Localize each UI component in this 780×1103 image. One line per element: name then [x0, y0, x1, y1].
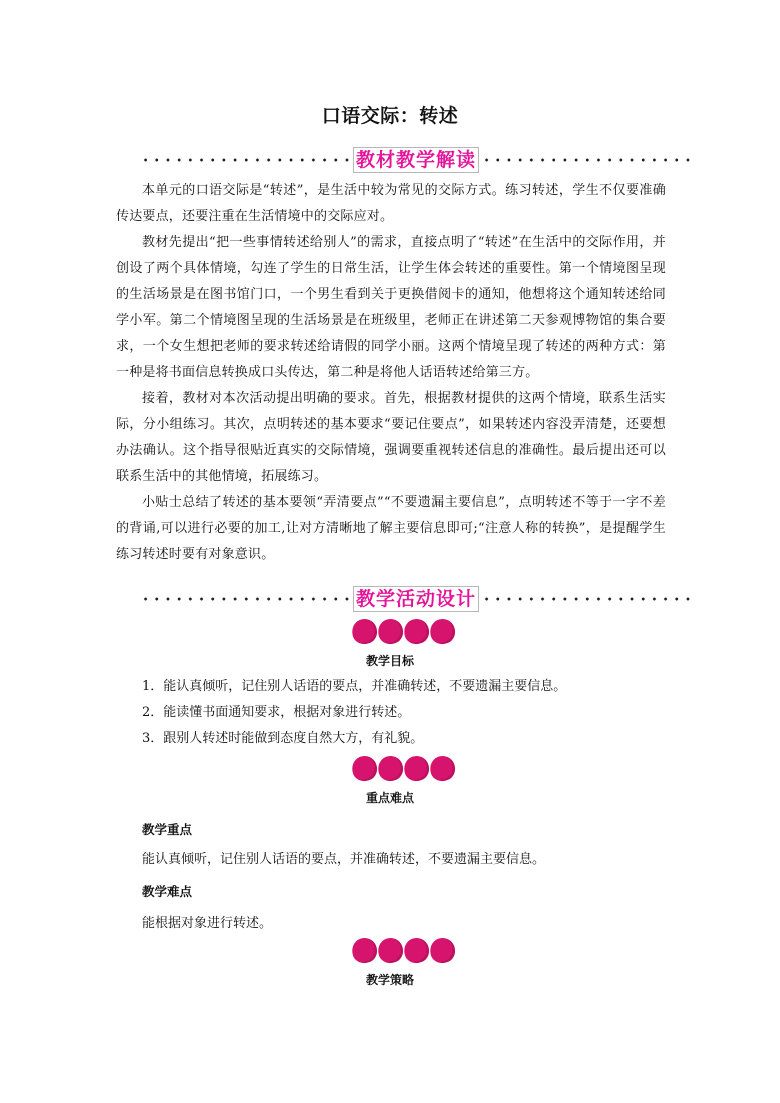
petal-decoration-icon [352, 938, 456, 968]
banner-label-activity: 教学活动设计 [353, 586, 479, 612]
petal-icon [400, 934, 432, 966]
banner-label-reading: 教材教学解读 [353, 147, 479, 173]
strategy-heading: 教学策略 [365, 973, 414, 987]
page-title: 口语交际：转述 [321, 105, 459, 127]
petal-icon [348, 752, 380, 784]
petal-icon [426, 934, 458, 966]
dotted-rule-right [481, 597, 692, 601]
goals-heading: 教学目标 [365, 654, 414, 668]
difficult-text: 能根据对象进行转述。 [142, 916, 273, 931]
paragraph-4: 小贴士总结了转述的基本要领“弄清要点”“不要遗漏主要信息”，点明转述不等于一字不差的背诵,可以进行必要的加工,让对方清晰地了解主要信息即可;“注意人称的转换”，是提醒学生练习转述时要有对象意识。 [116, 495, 666, 562]
goal-item-1: 1．能认真倾听，记住别人话语的要点，并准确转述，不要遗漏主要信息。 [142, 679, 567, 694]
petal-icon [400, 615, 432, 647]
petal-icon [348, 934, 380, 966]
petal-icon [426, 752, 458, 784]
petal-icon [426, 615, 458, 647]
petal-icon [400, 752, 432, 784]
difficult-label: 教学难点 [142, 884, 193, 899]
petal-icon [348, 615, 380, 647]
keypoints-heading: 重点难点 [365, 791, 414, 805]
paragraph-1: 本单元的口语交际是“转述”，是生活中较为常见的交际方式。练习转述，学生不仅要准确传达要点，还要注重在生活情境中的交际应对。 [116, 183, 666, 224]
dotted-rule-right [481, 158, 692, 162]
petal-decoration-icon [352, 619, 456, 649]
petal-icon [374, 934, 406, 966]
petal-icon [374, 752, 406, 784]
goal-item-3: 3．跟别人转述时能做到态度自然大方，有礼貌。 [142, 731, 424, 746]
key-text: 能认真倾听，记住别人话语的要点，并准确转述，不要遗漏主要信息。 [142, 852, 546, 867]
paragraph-3: 接着，教材对本次活动提出明确的要求。首先，根据教材提供的这两个情境，联系生活实际，分小组练习。其次，点明转述的基本要求“要记住要点”，如果转述内容没弄清楚，还要想办法确认。这个指导很贴近真实的交际情境，强调要重视转述信息的准确性。最后提出还可以联系生活中的其他情境，拓展练习。 [116, 391, 666, 484]
paragraph-2: 教材先提出“把一些事情转述给别人”的需求，直接点明了“转述”在生活中的交际作用，并创设了两个具体情境，勾连了学生的日常生活，让学生体会转述的重要性。第一个情境图呈现的生活场景是在图书馆门口，一个男生看到关于更换借阅卡的通知，他想将这个通知转述给同学小军。第二个情境图呈现的生活场景是在班级里，老师正在讲述第二天参观博物馆的集合要求，一个女生想把老师的要求转述给请假的同学小丽。这两个情境呈现了转述的两种方式：第一种是将书面信息转换成口头传达，第二种是将他人话语转述给第三方。 [116, 235, 666, 380]
goal-item-2: 2．能读懂书面通知要求，根据对象进行转述。 [142, 705, 411, 720]
dotted-rule-left [140, 597, 351, 601]
key-label: 教学重点 [142, 822, 193, 837]
section-banner-reading [140, 147, 692, 173]
petal-icon [374, 615, 406, 647]
section-banner-activity [140, 586, 692, 612]
dotted-rule-left [140, 158, 351, 162]
petal-decoration-icon [352, 756, 456, 786]
